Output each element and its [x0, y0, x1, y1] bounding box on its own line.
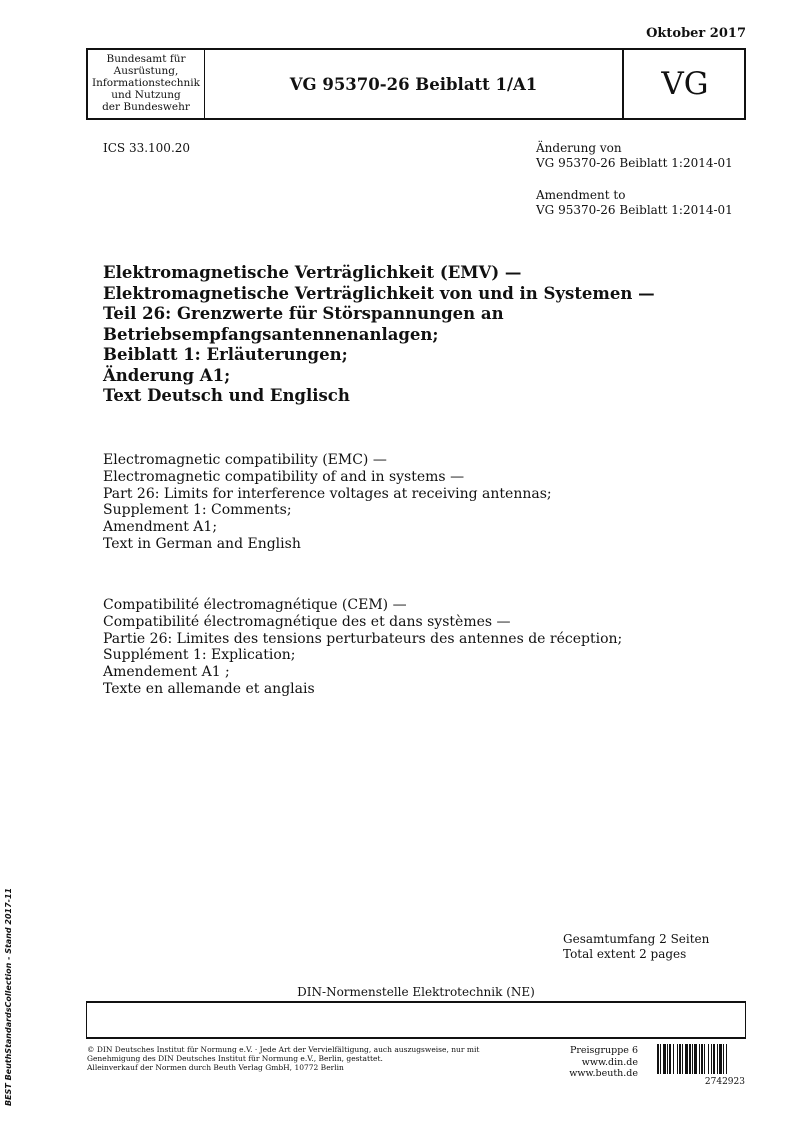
page-extent [563, 932, 709, 962]
barcode-bar [660, 1044, 661, 1074]
agency-line: Ausrüstung, [113, 65, 179, 77]
extent-line: Total extent 2 pages [563, 947, 687, 961]
amendment-line: Amendment to [536, 188, 626, 202]
copyright-notice [87, 1045, 507, 1072]
footer-box [86, 1003, 746, 1039]
barcode-bar [713, 1044, 715, 1074]
committee: DIN-Normenstelle Elektrotechnik (NE) [297, 985, 535, 999]
amendment-reference-en [536, 188, 733, 218]
ics-code: ICS 33.100.20 [103, 141, 191, 155]
header-box [86, 48, 746, 120]
barcode-bar [723, 1044, 724, 1074]
barcode-number: 2742923 [704, 1077, 745, 1087]
amendment-line: Änderung von [536, 141, 622, 155]
barcode-bar [711, 1044, 712, 1074]
standard-mark: VG [622, 50, 746, 118]
copyright-line: © DIN Deutsches Institut für Normung e.V. · Jede Art der Vervielfältigung, auch auszugsweise, nur mit [87, 1045, 480, 1054]
title-french [103, 597, 743, 698]
barcode-bar [667, 1044, 668, 1074]
barcode-bar [685, 1044, 688, 1074]
barcode-bar [689, 1044, 691, 1074]
extent-line: Gesamtumfang 2 Seiten [563, 932, 710, 946]
title-line: Elektromagnetische Verträglichkeit (EMV) — [103, 263, 522, 282]
price-link[interactable]: www.din.de [581, 1056, 638, 1068]
title-line: Supplement 1: Comments; [103, 502, 292, 519]
amendment-reference-de [536, 141, 733, 171]
title-line: Betriebsempfangsantennenanlagen; [103, 324, 439, 344]
title-line: Electromagnetic compatibility of and in systems — [103, 468, 465, 485]
issuing-agency [88, 50, 205, 118]
barcode-bar [694, 1044, 697, 1074]
agency-line: Informationstechnik [92, 77, 200, 89]
title-line: Texte en allemande et anglais [103, 680, 315, 697]
barcode-bar [704, 1044, 705, 1074]
title-line: Text Deutsch und Englisch [103, 386, 350, 405]
title-line: Text in German and English [103, 535, 301, 552]
title-line: Elektromagnetische Verträglichkeit von und in Systemen — [103, 283, 655, 303]
title-line: Partie 26: Limites des tensions perturbateurs des antennes de réception; [103, 630, 623, 647]
barcode-bar [669, 1044, 671, 1074]
price-line: Preisgruppe 6 [569, 1045, 638, 1056]
barcode-bar [701, 1044, 703, 1074]
title-line: Änderung A1; [103, 365, 231, 385]
publication-date: Oktober 2017 [646, 26, 746, 41]
title-german [103, 263, 743, 407]
title-line: Compatibilité électromagnétique des et dans systèmes — [103, 613, 511, 630]
title-line: Beiblatt 1: Erläuterungen; [103, 345, 348, 364]
barcode-bar [679, 1044, 681, 1074]
side-watermark: BEST BeuthStandardsCollection - Stand 2017-11 [4, 887, 13, 1106]
agency-line: Bundesamt für [106, 53, 186, 65]
title-line: Supplément 1: Explication; [103, 647, 296, 664]
barcode-bar [682, 1044, 683, 1074]
barcode-bar [663, 1044, 666, 1074]
barcode-bar [719, 1044, 722, 1074]
barcode-bar [677, 1044, 678, 1074]
copyright-line: Genehmigung des DIN Deutsches Institut für Normung e.V., Berlin, gestattet. [87, 1054, 383, 1063]
barcode-bar [726, 1044, 727, 1074]
agency-line: und Nutzung [111, 89, 181, 101]
copyright-line: Alleinverkauf der Normen durch Beuth Verlag GmbH, 10772 Berlin [87, 1063, 344, 1072]
title-line: Electromagnetic compatibility (EMC) — [103, 452, 387, 468]
barcode-bar [673, 1044, 674, 1074]
title-line: Compatibilité électromagnétique (CEM) — [103, 597, 407, 613]
document-number: VG 95370-26 Beiblatt 1/A1 [289, 74, 538, 94]
title-line: Amendement A1 ; [103, 664, 230, 681]
barcode-bar [699, 1044, 700, 1074]
amendment-line: VG 95370-26 Beiblatt 1:2014-01 [536, 156, 733, 170]
barcode-bar [692, 1044, 693, 1074]
title-line: Part 26: Limits for interference voltages at receiving antennas; [103, 485, 552, 502]
price-link[interactable]: www.beuth.de [569, 1068, 638, 1079]
title-line: Amendment A1; [103, 519, 218, 536]
title-line: Teil 26: Grenzwerte für Störspannungen an [103, 304, 504, 323]
barcode-bar [717, 1044, 718, 1074]
agency-line: der Bundeswehr [102, 101, 190, 113]
amendment-line: VG 95370-26 Beiblatt 1:2014-01 [536, 203, 733, 217]
barcode-bar [657, 1044, 659, 1074]
title-english [103, 452, 743, 553]
barcode-icon [657, 1044, 745, 1074]
price-group [540, 1045, 638, 1080]
barcode-bar [708, 1044, 709, 1074]
